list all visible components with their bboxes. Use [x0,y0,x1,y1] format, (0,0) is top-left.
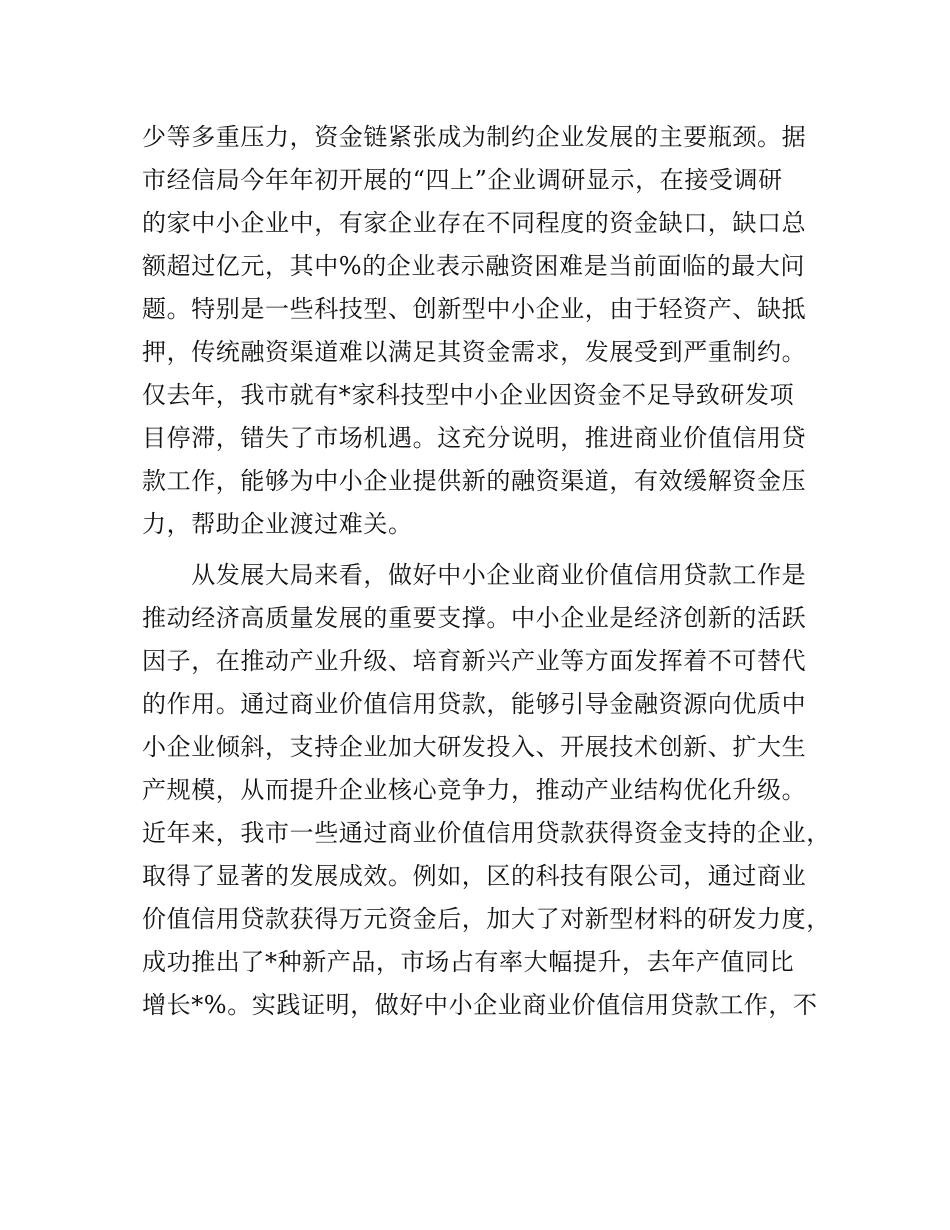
text-line: 增长*%。实践证明，做好中小企业商业价值信用贷款工作，不 [142,991,818,1019]
text-line: 从发展大局来看，做好中小企业商业价值信用贷款工作是 [142,561,807,589]
paragraph-development-overview [142,554,831,1027]
text-line: 小企业倾斜，支持企业加大研发投入、开展技术创新、扩大生 [142,733,807,761]
text-line: 额超过亿元，其中%的企业表示融资困难是当前面临的最大问 [142,252,806,280]
text-line: 市经信局今年年初开展的“四上”企业调研显示，在接受调研 [142,166,783,194]
text-line: 仅去年，我市就有*家科技型中小企业因资金不足导致研发项 [142,381,795,409]
text-line: 少等多重压力，资金链紧张成为制约企业发展的主要瓶颈。据 [142,123,807,151]
paragraph-funding-pressure [142,116,822,546]
text-line: 近年来，我市一些通过商业价值信用贷款获得资金支持的企业， [142,819,831,847]
text-line: 成功推出了*种新产品，市场占有率大幅提升，去年产值同比 [142,948,795,976]
text-line: 的家中小企业中，有家企业存在不同程度的资金缺口，缺口总 [142,209,807,237]
text-line: 押，传统融资渠道难以满足其资金需求，发展受到严重制约。 [142,338,807,366]
text-line: 推动经济高质量发展的重要支撑。中小企业是经济创新的活跃 [142,604,807,632]
text-line: 的作用。通过商业价值信用贷款，能够引导金融资源向优质中 [142,690,807,718]
text-line: 目停滞，错失了市场机遇。这充分说明，推进商业价值信用贷 [142,424,807,452]
text-line: 款工作，能够为中小企业提供新的融资渠道，有效缓解资金压 [142,467,807,495]
text-line: 力，帮助企业渡过难关。 [142,510,413,538]
text-line: 产规模，从而提升企业核心竞争力，推动产业结构优化升级。 [142,776,807,804]
text-line: 因子，在推动产业升级、培育新兴产业等方面发挥着不可替代 [142,647,807,675]
text-line: 价值信用贷款获得万元资金后，加大了对新型材料的研发力度， [142,905,831,933]
text-line: 题。特别是一些科技型、创新型中小企业，由于轻资产、缺抵 [142,295,807,323]
text-line: 取得了显著的发展成效。例如，区的科技有限公司，通过商业 [142,862,807,890]
